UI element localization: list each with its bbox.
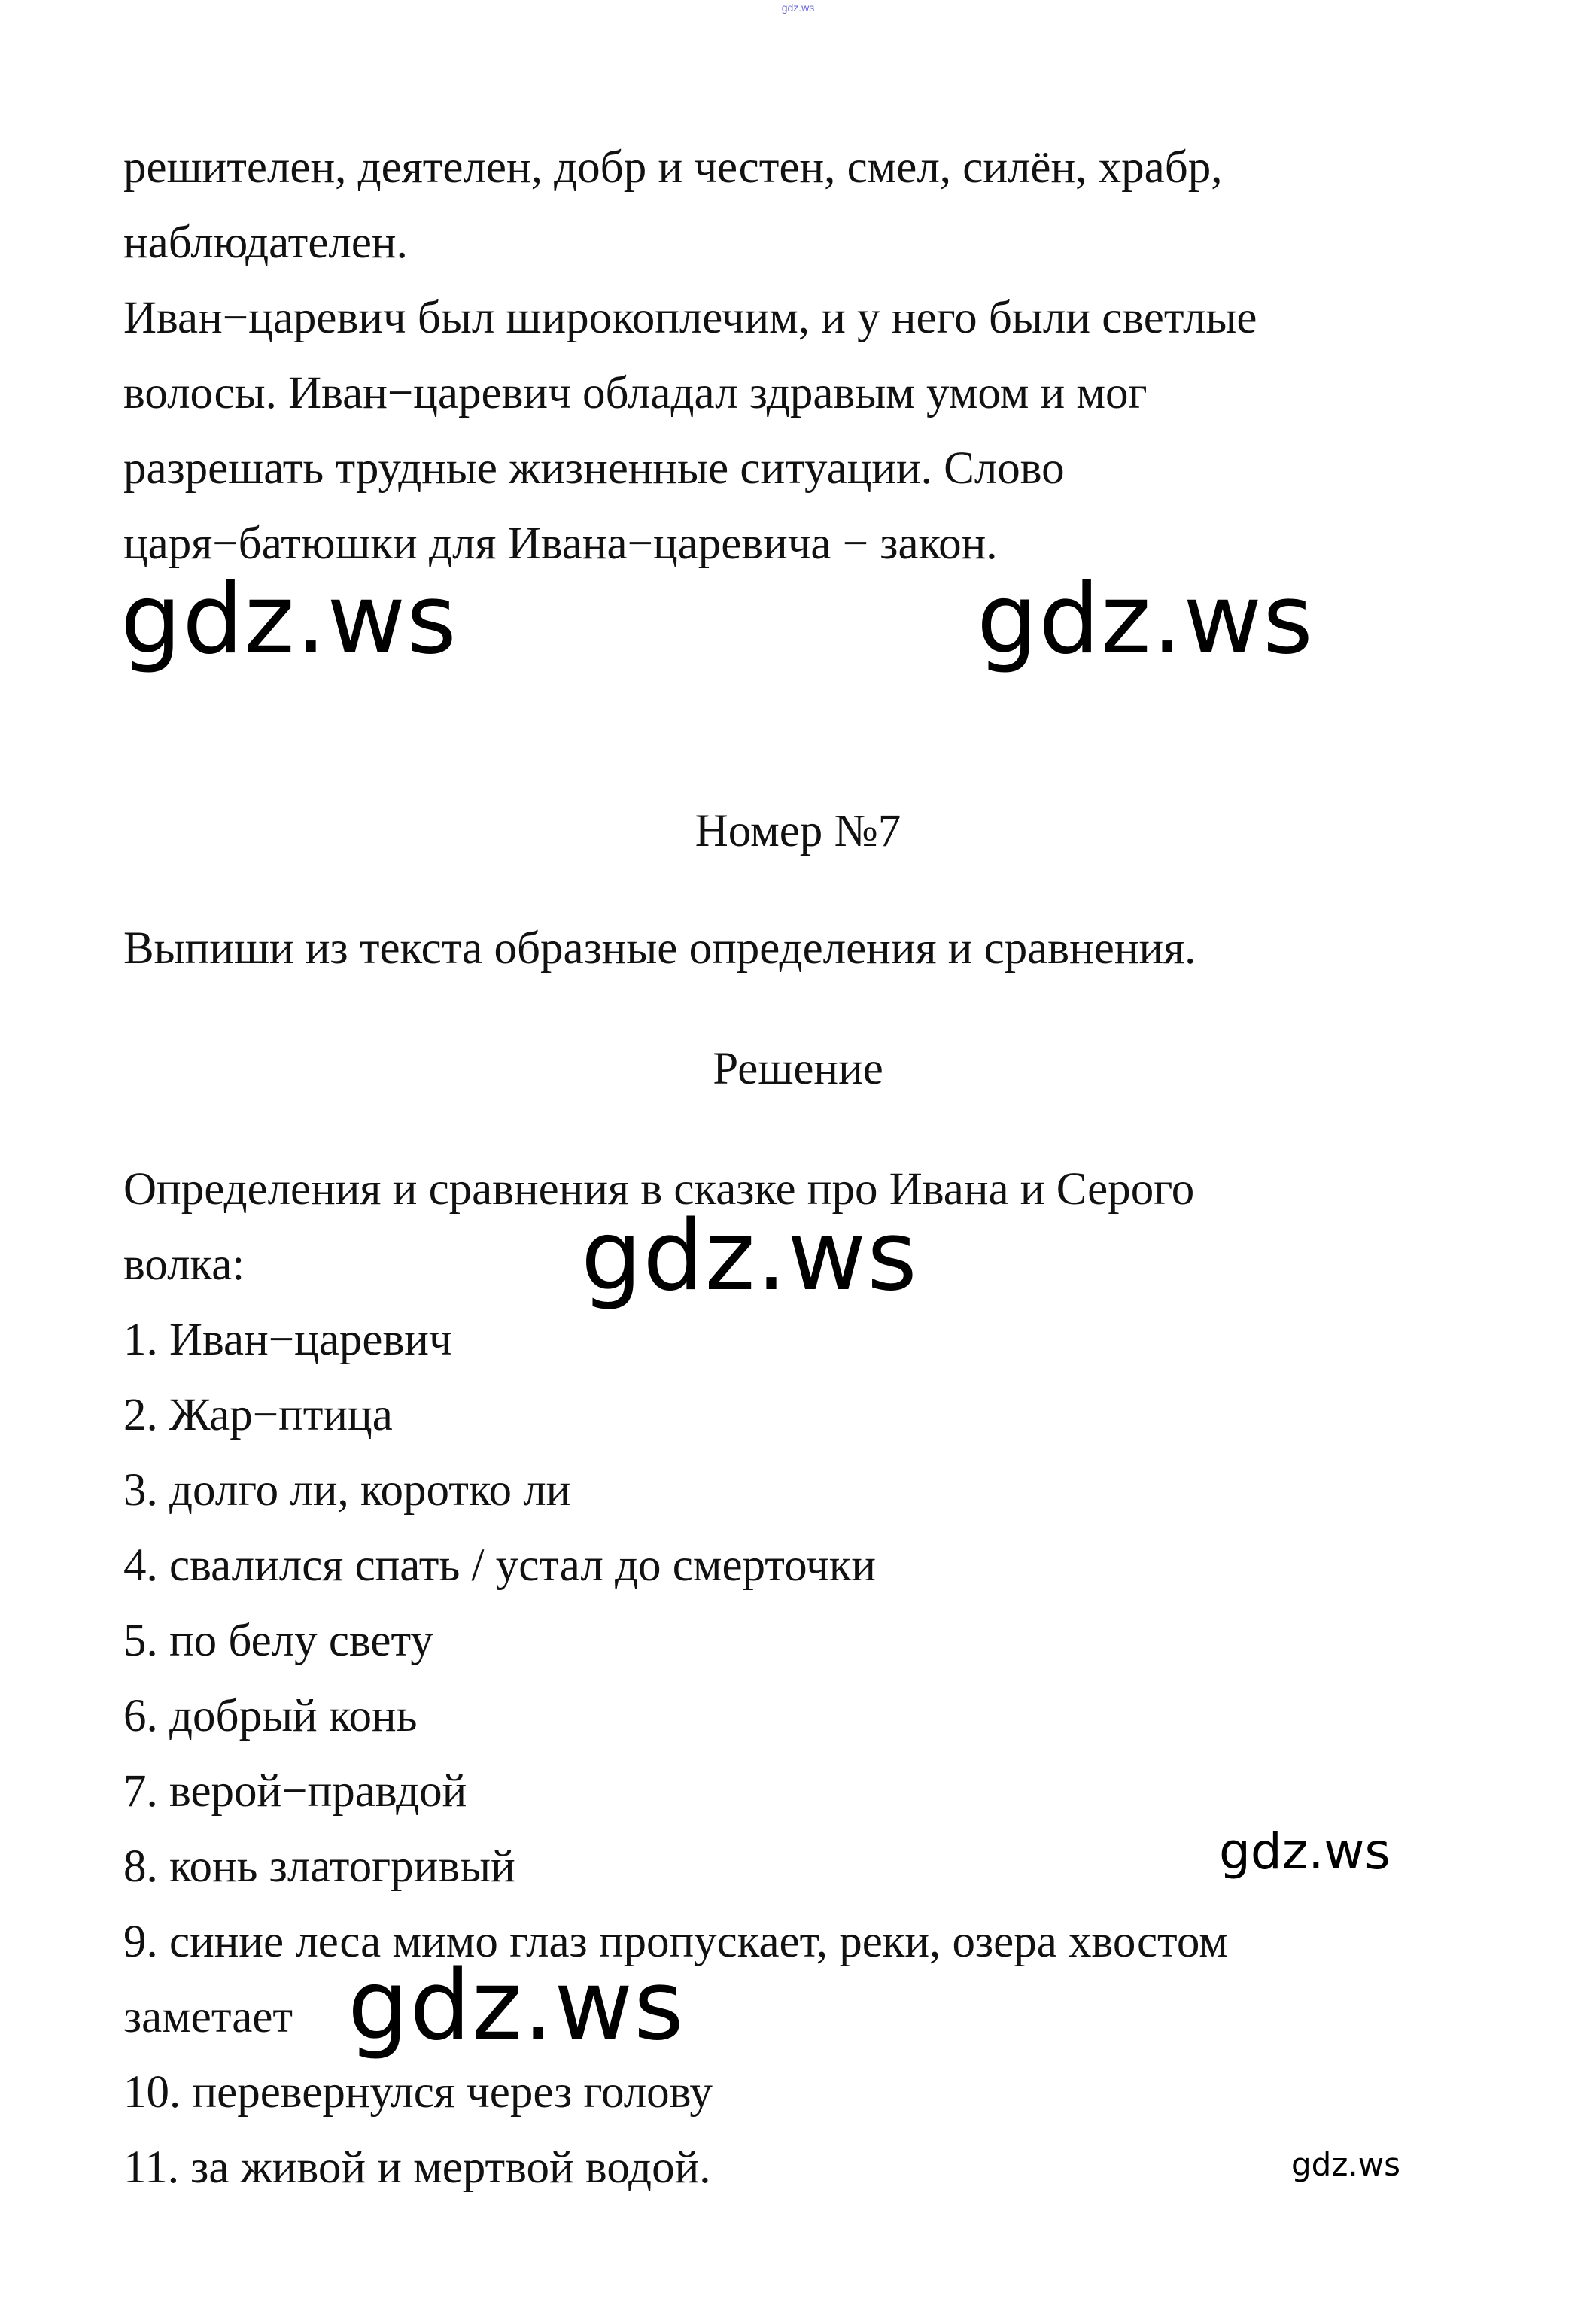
answer-item: 7. верой−правдой — [123, 1766, 467, 1817]
watermark: gdz.ws — [1219, 1823, 1391, 1881]
answer-item: 6. добрый конь — [123, 1691, 418, 1741]
watermark: gdz.ws — [348, 1950, 685, 2062]
answer-item: 5. по белу свету — [123, 1616, 433, 1666]
answer-item: 3. долго ли, коротко ли — [123, 1465, 571, 1516]
answer-item: 1. Иван−царевич — [123, 1315, 452, 1365]
task-title: Номер №7 — [695, 806, 901, 856]
answer-item: 2. Жар−птица — [123, 1390, 393, 1440]
answer-item: 10. перевернулся через голову — [123, 2067, 713, 2118]
header-watermark: gdz.ws — [781, 2, 815, 14]
watermark: gdz.ws — [581, 1200, 918, 1312]
answer-item: 11. за живой и мертвой водой. — [123, 2142, 711, 2193]
intro-line: наблюдателен. — [123, 217, 408, 268]
answer-item: 4. свалился спать / устал до смерточки — [123, 1540, 876, 1591]
intro-line: волосы. Иван−царевич обладал здравым умом и мог — [123, 368, 1148, 418]
solution-label: Решение — [713, 1044, 883, 1094]
answer-intro-line: волка: — [123, 1239, 245, 1290]
answer-item: заметает — [123, 1992, 293, 2042]
watermark: gdz.ws — [120, 564, 458, 676]
intro-line: разрешать трудные жизненные ситуации. Слово — [123, 443, 1065, 494]
intro-line: Иван−царевич был широкоплечим, и у него были светлые — [123, 293, 1257, 343]
task-question: Выпиши из текста образные определения и сравнения. — [123, 923, 1196, 974]
watermark: gdz.ws — [1291, 2146, 1400, 2183]
watermark: gdz.ws — [977, 564, 1314, 676]
answer-item: 9. синие леса мимо глаз пропускает, реки, озера хвостом — [123, 1917, 1228, 1967]
intro-line: решителен, деятелен, добр и честен, смел, силён, храбр, — [123, 142, 1223, 193]
intro-line: царя−батюшки для Ивана−царевича − закон. — [123, 518, 998, 569]
answer-intro-line: Определения и сравнения в сказке про Ивана и Серого — [123, 1164, 1195, 1215]
answer-item: 8. конь златогривый — [123, 1841, 515, 1892]
